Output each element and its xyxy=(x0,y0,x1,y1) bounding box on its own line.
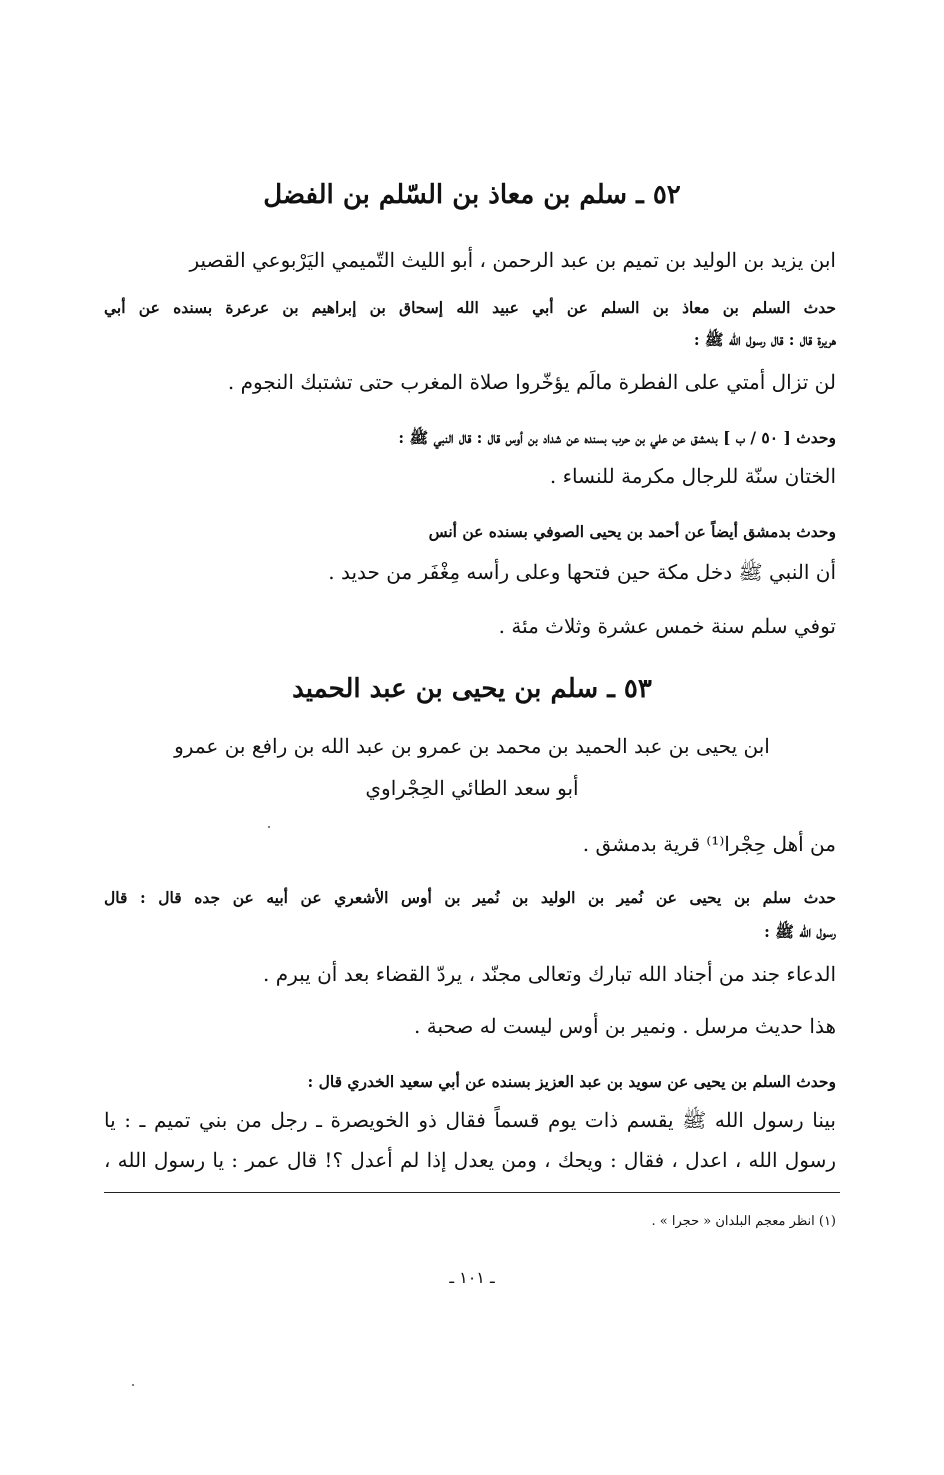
entry-53-hadith-1: الدعاء جند من أجناد الله تبارك وتعالى مجنّد ، يردّ القضاء بعد أن يبرم . xyxy=(263,962,836,986)
entry-53-hadith-2-line-2: رسول الله ، اعدل ، فقال : ويحك ، ومن يعدل إذا لم أعدل ؟! قال عمر : يا رسول الله ، xyxy=(104,1148,836,1172)
entry-52-isnad-1-line-2: هريرة قال : قال رسول الله ﷺ : xyxy=(693,330,836,349)
entry-52-isnad-2: وحدث [ ٥٠ / ب ] بدمشق عن علي بن حرب بسنده عن شداد بن أوس قال : قال النبي ﷺ : xyxy=(398,428,836,447)
entry-53-lineage-line-1: ابن يحيى بن عبد الحميد بن محمد بن عمرو بن عبد الله بن رافع بن عمرو xyxy=(174,734,770,758)
speck xyxy=(132,1384,134,1386)
entry-53-comment: هذا حديث مرسل . ونمير بن أوس ليست له صحبة . xyxy=(414,1014,836,1038)
entry-53-isnad-1-line-2: رسول الله ﷺ : xyxy=(764,922,836,941)
entry-52-isnad-3: وحدث بدمشق أيضاً عن أحمد بن يحيى الصوفي بسنده عن أنس xyxy=(428,522,836,541)
speck xyxy=(268,826,270,828)
entry-53-isnad-1-line-1: حدث سلم بن يحيى عن نُمير بن الوليد بن نُمير بن أوس الأشعري عن أبيه عن جده قال : قال xyxy=(104,888,836,907)
page-number: ـ ١٠١ ـ xyxy=(449,1268,495,1287)
entry-53-title: ٥٣ ـ سلم بن يحيى بن عبد الحميد xyxy=(292,674,652,704)
entry-53-hadith-2-line-1: بينا رسول الله ﷺ يقسم ذات يوم قسماً فقال ذو الخويصرة ـ رجل من بني تميم ـ : يا xyxy=(104,1108,836,1132)
entry-52-death: توفي سلم سنة خمس عشرة وثلاث مئة . xyxy=(498,614,836,638)
entry-52-hadith-1: لن تزال أمتي على الفطرة مالَم يؤخّروا صلاة المغرب حتى تشتبك النجوم . xyxy=(227,370,836,394)
footnote: (١) انظر معجم البلدان « حجرا » . xyxy=(651,1214,836,1229)
entry-52-hadith-2: الختان سنّة للرجال مكرمة للنساء . xyxy=(549,464,836,488)
entry-52-lineage: ابن يزيد بن الوليد بن تميم بن عبد الرحمن ، أبو الليث التّميمي اليَرْبوعي القصير xyxy=(189,248,836,272)
entry-52-title: ٥٢ ـ سلم بن معاذ بن السّلم بن الفضل xyxy=(263,180,681,210)
footnote-divider xyxy=(104,1192,840,1193)
entry-52-isnad-1-line-1: حدث السلم بن معاذ بن السلم عن أبي عبيد الله إسحاق بن إبراهيم بن عرعرة بسنده عن أبي xyxy=(104,298,836,317)
entry-52-hadith-3: أن النبي ﷺ دخل مكة حين فتحها وعلى رأسه مِغْفَر من حديد . xyxy=(328,560,836,584)
entry-53-lineage-line-2: أبو سعد الطائي الحِجْراوي xyxy=(365,776,579,800)
entry-53-origin: من أهل حِجْرا⁽¹⁾ قرية بدمشق . xyxy=(582,832,836,856)
entry-53-isnad-2: وحدث السلم بن يحيى عن سويد بن عبد العزيز بسنده عن أبي سعيد الخدري قال : xyxy=(307,1072,836,1091)
